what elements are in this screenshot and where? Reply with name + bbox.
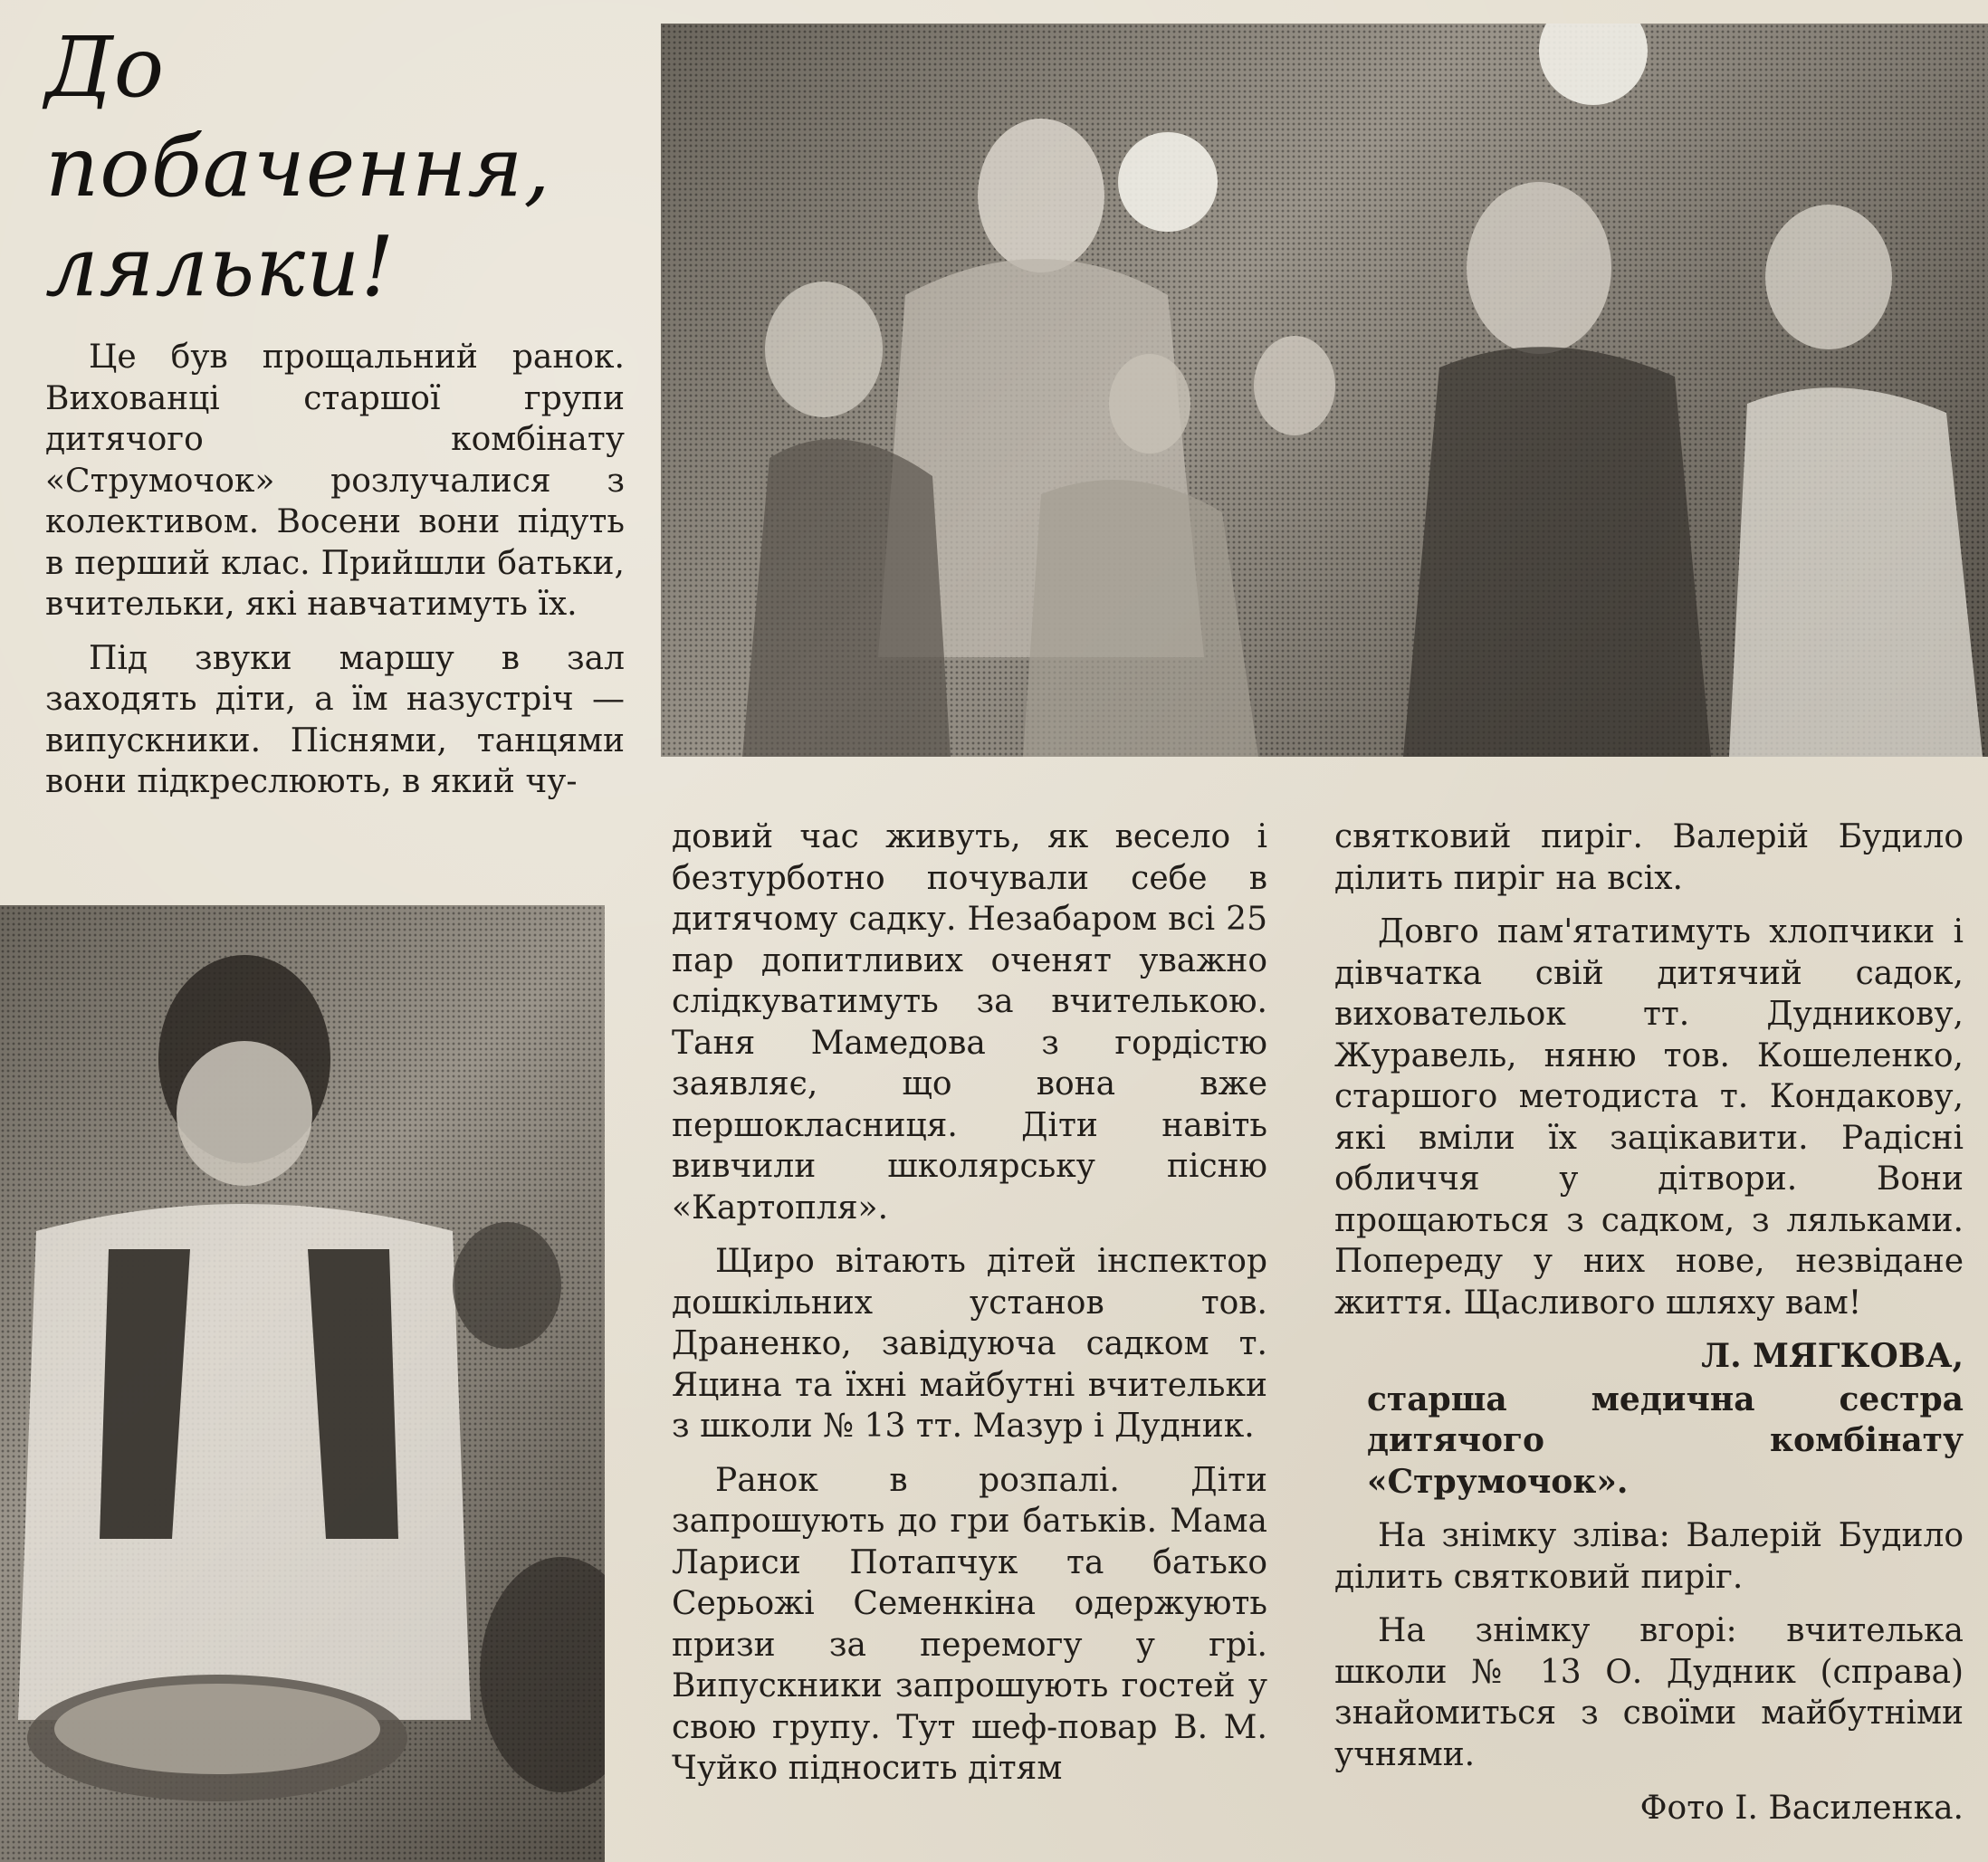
headline-line-2: побачення, (45, 119, 551, 215)
headline-line-1: До (45, 19, 166, 116)
author-role: старша медична сестра дитячого комбінату «Струмочок». (1367, 1380, 1964, 1501)
headline-line-3: ляльки! (45, 218, 396, 315)
paragraph: Довго пам'ятатимуть хлопчики і дівчатка свій дитячий садок, виховательок тт. Дудникову, Журавель, няню тов. Кошеленко, старшого методиста т. Кондакову, які вміли їх зацікавити. Радісні обличчя у дітвори. Вони прощаються з садком, з ляльками. Попереду у них нове, незвідане життя. Щасливого шляху вам! (1334, 913, 1964, 1322)
paragraph: Це був прощальний ранок. Вихованці старшої групи дитячого комбінату «Струмочок» розлучалися з колективом. Восени вони підуть в перший клас. Прийшли батьки, вчительки, які навчатимуть їх. (45, 339, 625, 623)
caption-left-photo: На знімку зліва: Валерій Будило ділить святковий пиріг. (1334, 1517, 1964, 1596)
paragraph: довий час живуть, як весело і безтурботно почували себе в дитячому садку. Незабаром всі 25 пар допитливих оченят уважно слідкуватимуть за вчителькою. Таня Мамедова з гордістю заявляє, що вона вже першокласниця. Діти навіть вивчили школярську пісню «Картопля». (672, 818, 1267, 1227)
photo-credit: Фото І. Василенка. (1639, 1790, 1964, 1827)
article-column-2 (672, 816, 1267, 1802)
author-signature: Л. МЯГКОВА, (1701, 1337, 1964, 1375)
paragraph: Ранок в розпалі. Діти запрошують до гри батьків. Мама Лариси Потапчук та батько Серьожі Семенкіна одержують призи за перемогу у грі. Випускники запрошують гостей у свою групу. Тут шеф-повар В. М. Чуйко підносить дітям (672, 1461, 1267, 1787)
photo-top-illustration (661, 24, 1988, 757)
caption-top-photo: На знімку вгорі: вчителька школи № 13 О. Дудник (справа) знайомиться з своїми майбутніми учнями. (1334, 1612, 1964, 1773)
article-column-3 (1334, 816, 1964, 1842)
photo-left-illustration (0, 905, 605, 1862)
paragraph: Щиро вітають дітей інспектор дошкільних установ тов. Драненко, завідуюча садком т. Яцина та їхні майбутні вчительки з школи № 13 тт. Мазур і Дудник. (672, 1243, 1267, 1445)
paragraph: Під звуки маршу в зал заходять діти, а їм назустріч — випускники. Піснями, танцями вони підкреслюють, в який чу- (45, 639, 625, 800)
headline (45, 18, 625, 317)
photo-top-teacher-children (661, 24, 1988, 757)
paragraph: святковий пиріг. Валерій Будило ділить пиріг на всіх. (1334, 818, 1964, 897)
article-column-1 (45, 337, 625, 816)
photo-left-boy-cutting-pie (0, 905, 605, 1862)
